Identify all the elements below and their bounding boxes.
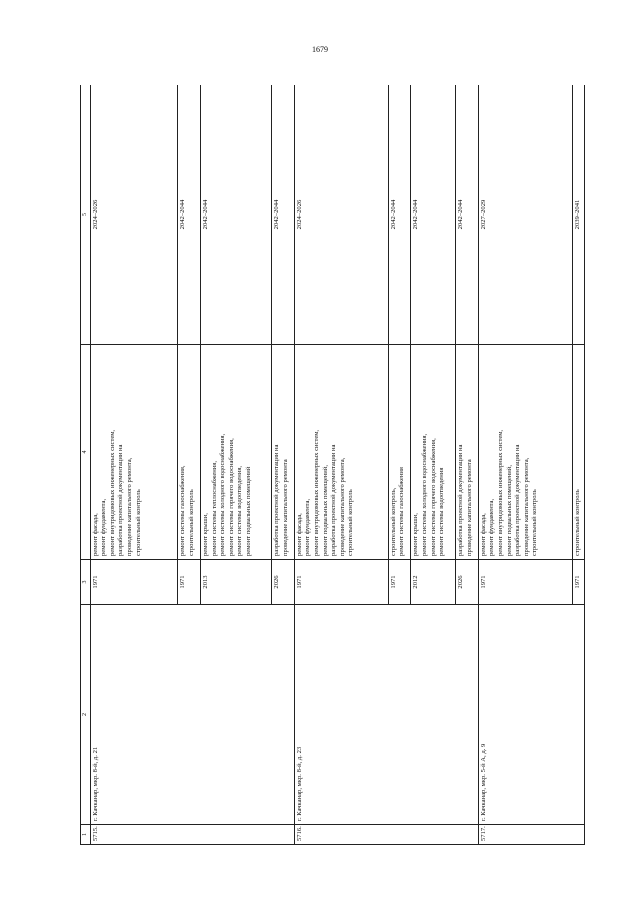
period-cell: 2024–2026	[90, 85, 178, 345]
table-row	[294, 85, 388, 845]
rotated-table-container	[80, 85, 585, 845]
header-row	[81, 85, 91, 845]
period-cell: 2042–2044	[411, 85, 456, 345]
column-header: 4	[81, 345, 91, 560]
work-list: разработка проектной документации на проведение капитального ремонта	[273, 444, 289, 556]
year-cell: 1971	[478, 560, 572, 605]
column-header: 1	[81, 825, 91, 845]
row-number: 5717.	[478, 825, 584, 845]
work-list: строительный контроль	[573, 489, 581, 556]
year-cell: 1971	[90, 560, 178, 605]
row-number: 5715.	[90, 825, 294, 845]
year-cell: 1971	[572, 560, 584, 605]
page-number: 1679	[312, 45, 328, 54]
work-list: ремонт фасада, ремонт фундамента, ремонт внутридомовых инженерных систем, ремонт подвальных помещений, разработка проектной документации на проведение капитального ремонта, строительный контроль	[295, 429, 355, 556]
table-row	[90, 85, 178, 845]
table-row	[478, 85, 572, 845]
year-cell: 2026	[456, 560, 478, 605]
row-address: г. Качканар, мкр. 8-й, д. 21	[90, 605, 294, 825]
period-cell: 2024–2026	[294, 85, 388, 345]
period-cell: 2039–2041	[572, 85, 584, 345]
table-wrapper	[80, 85, 585, 845]
year-cell: 1971	[178, 560, 200, 605]
period-cell: 2042–2044	[178, 85, 200, 345]
period-cell: 2042–2044	[388, 85, 410, 345]
column-header: 3	[81, 560, 91, 605]
work-list: ремонт системы газоснабжения, строительный контроль	[179, 465, 196, 556]
year-cell: 1971	[388, 560, 410, 605]
year-cell: 2012	[411, 560, 456, 605]
period-cell: 2042–2044	[456, 85, 478, 345]
row-address: г. Качканар, мкр. 8-й, д. 23	[294, 605, 478, 825]
period-cell: 2027–2029	[478, 85, 572, 345]
period-cell: 2042–2044	[272, 85, 294, 345]
year-cell: 2013	[200, 560, 272, 605]
column-header: 5	[81, 85, 91, 345]
work-list: ремонт крыши, ремонт системы теплоснабжения, ремонт системы холодного водоснабжения, ремонт системы горячего водоснабжения, ремонт системы водоотведения, ремонт подвальных помещений	[201, 433, 252, 556]
work-list: ремонт фасада, ремонт фундамента, ремонт внутридомовых инженерных систем, разработка проектной документации на проведение капитального ремонта, строительный контроль	[91, 429, 142, 556]
repair-schedule-table	[80, 85, 585, 845]
work-list: ремонт крыши, ремонт системы холодного водоснабжения, ремонт системы горячего водоснабжения, ремонт системы водоотведения	[412, 433, 446, 556]
year-cell: 2026	[272, 560, 294, 605]
row-address: г. Качканар, мкр. 5-й А, д. 9	[478, 605, 584, 825]
work-list: разработка проектной документации на проведение капитального ремонта	[457, 444, 473, 556]
work-list: ремонт фасада, ремонт фундамента, ремонт внутридомовых инженерных систем, ремонт подвальных помещений, разработка проектной документации на проведение капитального ремонта, строительный контроль	[479, 429, 539, 556]
period-cell: 2042–2044	[200, 85, 272, 345]
work-list: строительный контроль, ремонт системы газоснабжения	[389, 467, 406, 556]
row-number: 5716.	[294, 825, 478, 845]
year-cell: 1971	[294, 560, 388, 605]
column-header: 2	[81, 605, 91, 825]
